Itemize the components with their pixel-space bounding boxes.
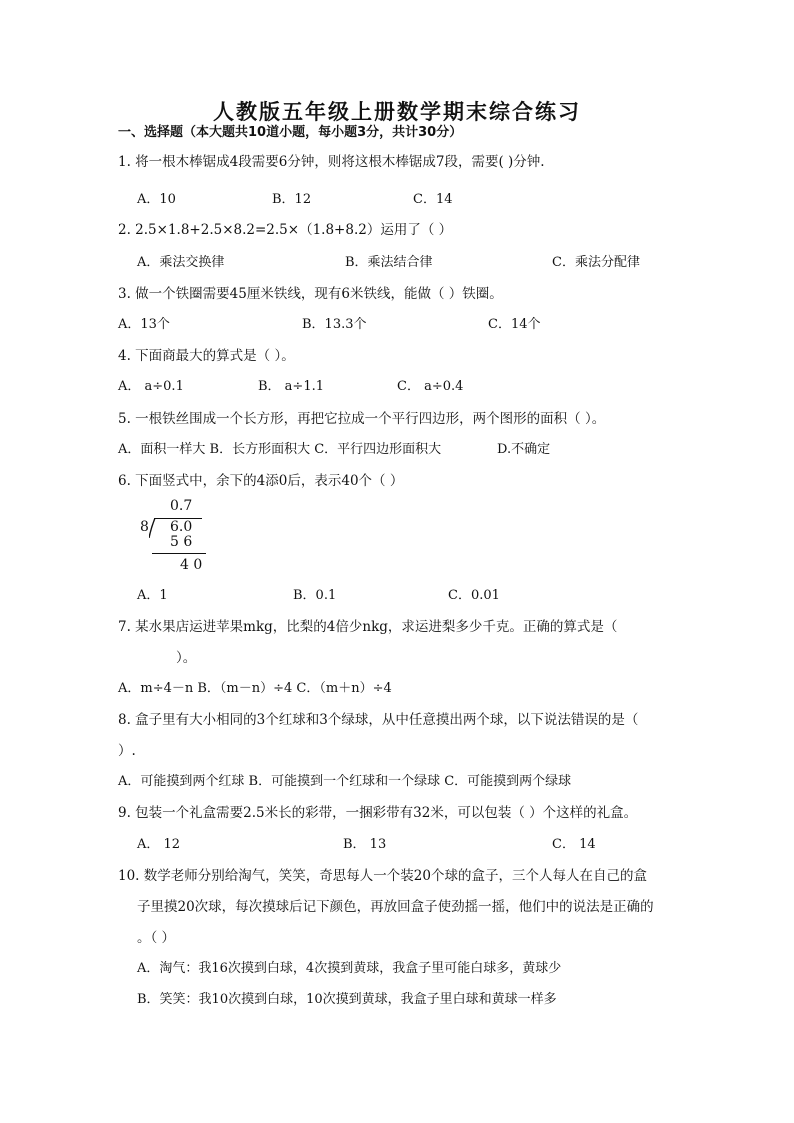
question-4-stem: 4. 下面商最大的算式是（ ）。 (118, 348, 295, 364)
question-2-option-b: B．乘法结合律 (345, 255, 433, 270)
long-division-figure (140, 498, 230, 578)
question-3-option-a: A．13个 (118, 317, 170, 332)
question-6-option-a: A．1 (137, 588, 168, 603)
question-5-option-d: D.不确定 (497, 442, 551, 457)
question-9-stem: 9. 包装一个礼盒需要2.5米长的彩带，一捆彩带有32米，可以包装（ ）个这样的礼盒。 (118, 805, 638, 821)
question-3-option-c: C．14个 (488, 317, 541, 332)
question-3-stem: 3. 做一个铁圈需要45厘米铁线，现有6米铁线，能做（ ）铁圈。 (118, 286, 503, 302)
division-bracket (149, 518, 157, 538)
division-divisor: 8 (140, 519, 149, 535)
question-4-option-a: A． a÷0.1 (118, 379, 184, 394)
question-10-stem-line-3: 。（ ） (137, 930, 176, 946)
question-1-option-a: A．10 (137, 192, 176, 207)
division-dividend: 6.0 (170, 519, 193, 535)
question-5-options-abc: A．面积一样大 B．长方形面积大 C．平行四边形面积大 (118, 442, 442, 457)
question-2-option-c: C．乘法分配律 (552, 255, 640, 270)
question-7-options: A．m÷4－n B．（m－n）÷4 C．（m＋n）÷4 (118, 681, 392, 696)
division-subtract-line (152, 553, 206, 554)
division-quotient: 0.7 (170, 498, 193, 514)
question-4-option-c: C． a÷0.4 (397, 379, 464, 394)
question-2-stem: 2. 2.5×1.8+2.5×8.2=2.5×（1.8+8.2）运用了（ ） (118, 222, 453, 238)
question-10-stem-line-2: 子里摸20次球，每次摸球后记下颜色，再放回盒子使劲摇一摇，他们中的说法是正确的 (137, 899, 654, 915)
question-6-option-c: C．0.01 (448, 588, 500, 603)
section-heading: 一、选择题（本大题共10道小题，每小题3分，共计30分） (118, 125, 463, 140)
question-8-stem-continued: ）. (118, 743, 136, 759)
question-5-stem: 5. 一根铁丝围成一个长方形，再把它拉成一个平行四边形，两个图形的面积（ ）。 (118, 411, 606, 427)
division-remainder: 4 0 (180, 557, 203, 573)
question-6-option-b: B．0.1 (293, 588, 337, 603)
page-title: 人教版五年级上册数学期末综合练习 (213, 99, 581, 124)
question-4-option-b: B． a÷1.1 (258, 379, 325, 394)
division-product: 5 6 (170, 534, 193, 550)
question-7-stem: 7. 某水果店运进苹果mkg，比梨的4倍少nkg，求运进梨多少千克。正确的算式是（ (118, 619, 618, 635)
question-7-stem-continued: ）。 (176, 650, 197, 666)
question-10-stem: 10. 数学老师分别给淘气，笑笑，奇思每人一个装20个球的盒子，三个人每人在自己的盒 (118, 868, 647, 884)
question-9-option-b: B． 13 (343, 837, 387, 852)
question-10-option-b: B．笑笑：我10次摸到白球，10次摸到黄球，我盒子里白球和黄球一样多 (137, 992, 557, 1007)
question-1-option-c: C．14 (413, 192, 453, 207)
question-8-stem: 8. 盒子里有大小相同的3个红球和3个绿球，从中任意摸出两个球，以下说法错误的是（ (118, 712, 639, 728)
question-6-stem: 6. 下面竖式中，余下的4添0后，表示40个（ ） (118, 473, 404, 489)
question-8-options: A．可能摸到两个红球 B．可能摸到一个红球和一个绿球 C．可能摸到两个绿球 (118, 774, 572, 789)
question-10-option-a: A．淘气：我16次摸到白球，4次摸到黄球，我盒子里可能白球多，黄球少 (137, 961, 562, 976)
question-1-option-b: B．12 (272, 192, 312, 207)
question-9-option-a: A． 12 (137, 837, 181, 852)
question-9-option-c: C． 14 (552, 837, 596, 852)
question-1-stem: 1. 将一根木棒锯成4段需要6分钟，则将这根木棒锯成7段，需要( )分钟. (118, 154, 545, 170)
question-3-option-b: B．13.3个 (302, 317, 367, 332)
question-2-option-a: A．乘法交换律 (137, 255, 225, 270)
